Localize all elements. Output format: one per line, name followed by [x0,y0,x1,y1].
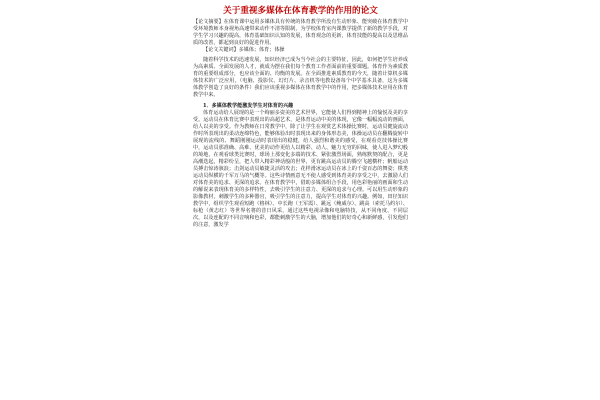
document-title: 关于重视多媒体在体育教学的作用的论文 [223,6,378,16]
section-heading: 1．多媒体教学能激发学生对体育的兴趣 [203,102,294,109]
intro-paragraph: 随着科学技术的迅速发展，知识经济已成为当今社会的主要特征，因此，如何把学生培养成为高素质、全面发展的人才，就成为摆在我们每个教育工作者面前的重要课题。体育作为素质教育的重要组成部分，也应该全面的、均衡的发展。在全面推进素质教育的今天，随着计算机多媒体技术的广泛应用，（电脑、投影仪、幻灯片、录音机等电教设备每个中学基本具备，这为多媒体教学创造了良好的条件）我们应该重视多媒体在体育教学中的作用，把多媒体技术应用在体育教学中来。 [193,57,408,99]
keywords-line: 【论文关键词】多媒体；体育；体操 [203,47,285,54]
document-page [193,0,408,400]
body-paragraph: 体育运动给人展现的是一个绚丽多姿美的艺术世界，它能使人们得到精神上的愉悦及美的享受。运动员在体育比赛中表现出的高超艺术，是体育运动中美的体现，它像一幅幅流动的画面，给人以美的享受。作为教师在日常教学中，除了让学生在观赏艺术体操比赛时，运动员健旋流动作时所表现出的柔动连绵特色，能够体验出时表现出来的身体形态美，体操运动员在翻腾旋转中展现的流线的、舞蹈刚刚运动时表现出的稳健，给人强烈和谐美的感受，在观看竞技体操比赛中，运动员那准确、高难、优美的动作更给人以精彩、动人、魅力无穷的回味，使人进入梦幻般的境地，在观看球类比赛时，球场上那变化多端的技术、紧张激烈场面，熟练默契的配合，更是高潮迭起，精彩纷呈，把人带入精彩神话般的世界，更有跳高运动员的腾空飞越横杆；帆船运动员搏击惊涛骇浪；击剑运动员敏捷灵活的攻击；花样滑冰运动员在冰上的千姿百态的舞姿；棋类运动员纵横的千军万马的气概等。这些诗情画意无不使人感受到体育美的享受之中，去激励人们对体育美的追求、更深的追求。在体育教学中，借助多媒体组合手段，用色彩艳丽的画面和生动的解说来表现体育美的多样特性，去吸引学生的注意力、更深的追求与心理。可以用生动形象的影像教材，刺激学生的多种器官，吸引学生的注意力，提高学生对体育的兴趣。例如，田径知识教学中，组织学生观看短跑（格林）、中长跑（王军霞）、跳远（鲍威尔）、跳高（索托马约尔）、标枪（黄志红）等世界名将的昔日风采，通过这些电视录像和电脑特技，从不同角度、不同层次，以及连配的不同音响和色彩，都能刺激学生的大脑，增加他们的好奇心和新鲜感，引发他们的注意，激发学 [193,109,408,229]
abstract-paragraph: 【论文摘要】在体育课中运用多媒体具有传统的体育教学所没有生动形象、能突破在体育教学中受环境教师本身视角高速带来动作不清等限制，为学校体育室内课教学提供了新的教学手段，对学生学习兴趣的提高，体育基础知识认知的发展，体育观念的更新，体育技能的提高以及思维品质的改善，都起到良好的促进作用。 [193,19,408,47]
